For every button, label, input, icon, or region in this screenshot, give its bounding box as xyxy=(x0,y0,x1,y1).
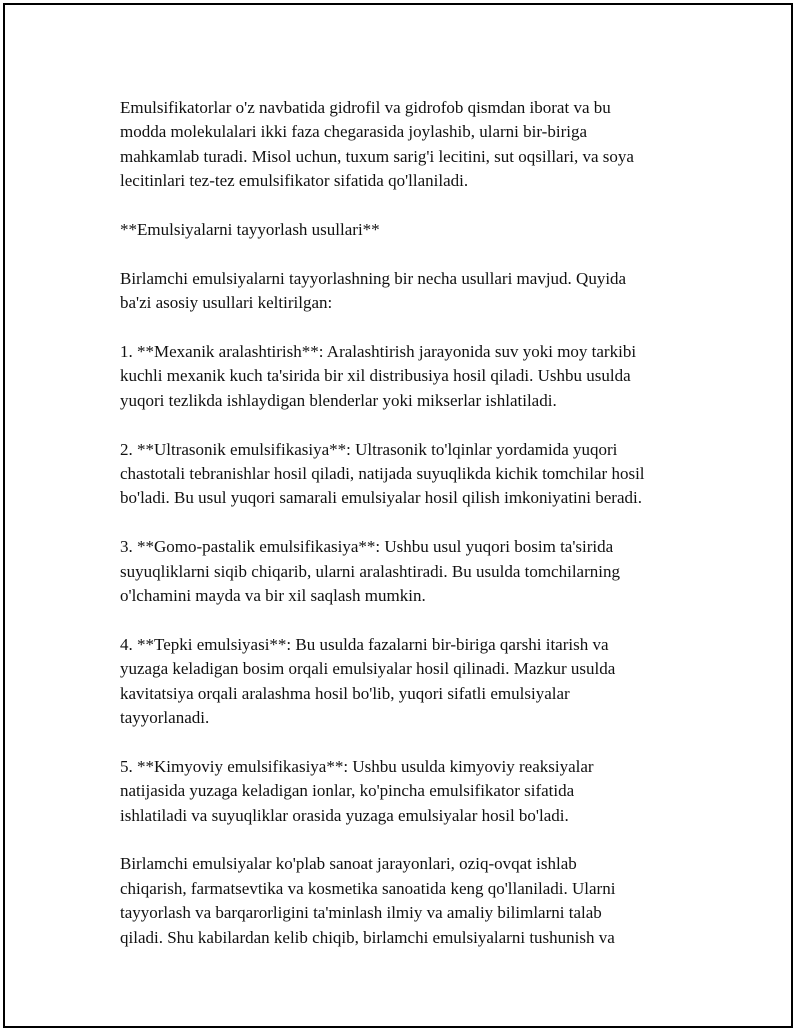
text-line: mahkamlab turadi. Misol uchun, tuxum sarig'i lecitini, sut oqsillari, va soya xyxy=(120,146,634,166)
text-line: 2. **Ultrasonik emulsifikasiya**: Ultrasonik to'lqinlar yordamida yuqori xyxy=(120,439,618,459)
paragraph-conclusion xyxy=(120,852,710,950)
text-line: **Emulsiyalarni tayyorlash usullari** xyxy=(120,220,380,240)
text-line: 4. **Tepki emulsiyasi**: Bu usulda fazalarni bir-biriga qarshi itarish va xyxy=(120,634,609,654)
text-line: ba'zi asosiy usullari keltirilgan: xyxy=(120,293,333,313)
text-line: Emulsifikatorlar o'z navbatida gidrofil va gidrofob qismdan iborat va bu xyxy=(120,98,611,117)
text-line: chastotali tebranishlar hosil qiladi, natijada suyuqlikda kichik tomchilar hosil xyxy=(120,464,645,484)
list-item-4 xyxy=(120,633,710,731)
text-line: chiqarish, farmatsevtika va kosmetika sanoatida keng qo'llaniladi. Ularni xyxy=(120,878,616,898)
text-line: modda molekulalari ikki faza chegarasida joylashib, ularni bir-biriga xyxy=(120,122,587,142)
document-page xyxy=(3,3,793,1028)
text-line: 3. **Gomo-pastalik emulsifikasiya**: Ushbu usul yuqori bosim ta'sirida xyxy=(120,537,614,557)
text-line: qiladi. Shu kabilardan kelib chiqib, birlamchi emulsiyalarni tushunish va xyxy=(120,927,615,947)
paragraph-emulsifiers xyxy=(120,96,710,194)
paragraph-intro xyxy=(120,267,710,316)
list-item-3 xyxy=(120,535,710,608)
text-line: Birlamchi emulsiyalarni tayyorlashning bir necha usullari mavjud. Quyida xyxy=(120,268,627,288)
list-item-1 xyxy=(120,340,710,413)
text-line: yuzaga keladigan bosim orqali emulsiyalar hosil qilinadi. Mazkur usulda xyxy=(120,659,616,679)
text-line: 1. **Mexanik aralashtirish**: Aralashtirish jarayonida suv yoki moy tarkibi xyxy=(120,342,637,362)
text-line: ishlatiladi va suyuqliklar orasida yuzaga emulsiyalar hosil bo'ladi. xyxy=(120,805,569,825)
text-line: 5. **Kimyoviy emulsifikasiya**: Ushbu usulda kimyoviy reaksiyalar xyxy=(120,756,594,776)
text-line: lecitinlari tez-tez emulsifikator sifatida qo'llaniladi. xyxy=(120,171,469,191)
section-heading xyxy=(120,218,710,242)
text-line: kuchli mexanik kuch ta'sirida bir xil distribusiya hosil qiladi. Ushbu usulda xyxy=(120,366,631,386)
list-item-2 xyxy=(120,438,710,511)
text-line: kavitatsiya orqali aralashma hosil bo'lib, yuqori sifatli emulsiyalar xyxy=(120,683,570,703)
text-line: o'lchamini mayda va bir xil saqlash mumkin. xyxy=(120,586,426,606)
text-line: natijasida yuzaga keladigan ionlar, ko'pincha emulsifikator sifatida xyxy=(120,781,575,801)
text-line: tayyorlanadi. xyxy=(120,708,210,728)
text-line: Birlamchi emulsiyalar ko'plab sanoat jarayonlari, oziq-ovqat ishlab xyxy=(120,854,577,874)
document-body xyxy=(120,96,710,974)
text-line: bo'ladi. Bu usul yuqori samarali emulsiyalar hosil qilish imkoniyatini beradi. xyxy=(120,488,642,508)
text-line: tayyorlash va barqarorligini ta'minlash ilmiy va amaliy bilimlarni talab xyxy=(120,903,602,923)
text-line: suyuqliklarni siqib chiqarib, ularni aralashtiradi. Bu usulda tomchilarning xyxy=(120,561,620,581)
list-item-5 xyxy=(120,755,710,828)
text-line: yuqori tezlikda ishlaydigan blenderlar yoki mikserlar ishlatiladi. xyxy=(120,390,557,410)
